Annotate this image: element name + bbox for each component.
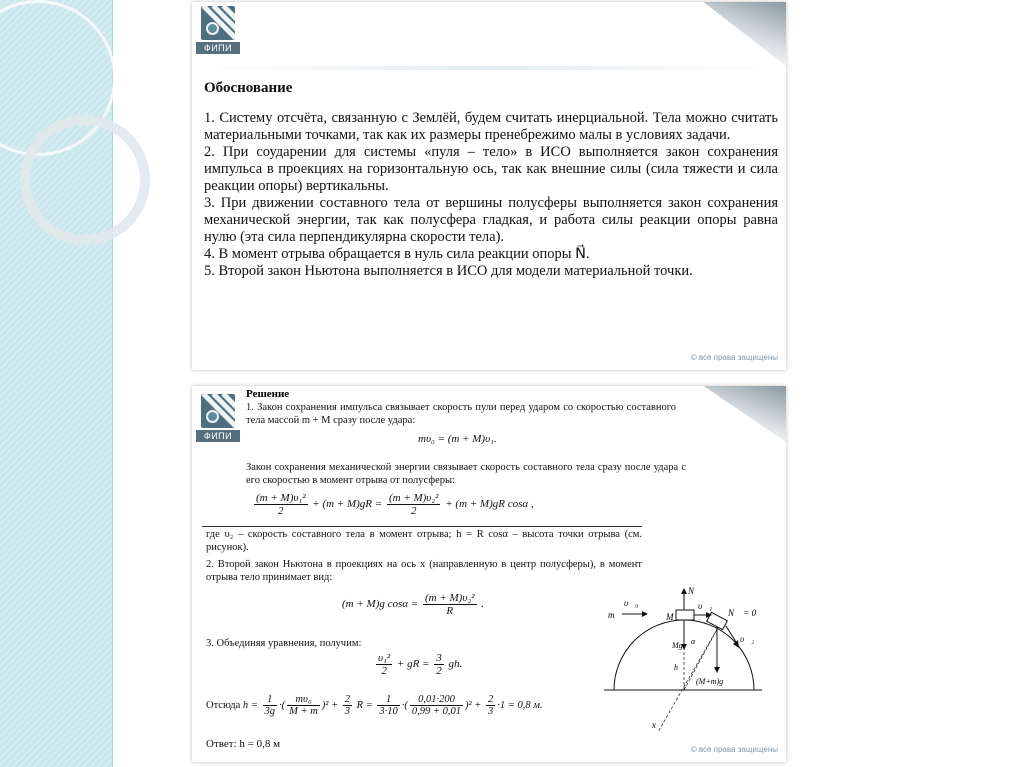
label-Mg: Mg⃗ (672, 641, 689, 650)
equation-momentum: mυ₀ = (m + M)υ₁. (418, 433, 497, 445)
divider (202, 526, 642, 527)
label-h: h (674, 663, 678, 672)
slide-justification (192, 2, 786, 370)
label-Mmg: (M+m)g⃗ (696, 677, 730, 686)
v2-arrow (726, 626, 736, 642)
left-decorative-strip (0, 0, 113, 767)
fipi-logo-icon (201, 6, 235, 40)
paragraph: 4. В момент отрыва обращается в нуль сила реакции опоры N⃗. (204, 246, 590, 262)
fipi-logo-icon (201, 394, 235, 428)
slide-body (204, 110, 778, 280)
paragraph: 2. Второй закон Ньютона в проекциях на ось x (направленную в центр полусферы), в момент отрыва тело принимает вид: (206, 559, 642, 583)
label-v2: υ⃗₂ (740, 634, 755, 644)
label-N: N⃗ (688, 586, 702, 596)
label-M: M (666, 612, 674, 622)
paragraph: 3. При движении составного тела от вершины полусферы выполняется закон сохранения механической энергии, так как полусфера гладкая, и работа силы реакции опоры равна нулю (эта сила перпендикулярна скорости тела). (204, 195, 778, 245)
logo-text: ФИПИ (196, 430, 240, 442)
label-v1: υ⃗₁ (698, 601, 713, 611)
paragraph: Закон сохранения механической энергии связывает скорость составного тела сразу после удара с его скоростью в момент отрыва от полусферы: (246, 462, 686, 486)
header-band (192, 66, 786, 70)
solution-title: Решение (246, 388, 290, 400)
decorative-ring (20, 115, 150, 245)
paragraph: где υ₂ – скорость составного тела в момент отрыва; h = R cosα – высота точки отрыва (см. рисунок). (206, 529, 642, 553)
slide-solution (192, 386, 786, 762)
paragraph: 3. Объединяя уравнения, получим: (206, 638, 362, 649)
label-alpha: α (691, 637, 696, 646)
label-m: m (608, 610, 615, 620)
fipi-logo (196, 394, 240, 442)
answer: Ответ: h = 0,8 м (206, 738, 281, 750)
slide-title: Обоснование (204, 80, 293, 96)
header-decoration (676, 386, 786, 442)
header-decoration (676, 2, 786, 66)
equation-result: Отсюда h = $\frac{1}{3g}$ ·( $\frac{\text{mυ₀}}{M + m}$ )² + $\frac{2}{3}$ R = $\frac{1}{3\cdot 10}$ ·( $\frac{0,01\cdot 200}{0,99 + 0,01}$ )² + $\frac{2}{3}$ ·1 = 0,8 м. (206, 694, 543, 717)
equation-energy: $\frac{\text{(m + M)υ₁²}}{2}$ + (m + M)gR = $\frac{\text{(m + M)υ₂²}}{2}$ + (m + M)gR cosα , (256, 492, 534, 517)
copyright: © все права защищены (690, 745, 778, 754)
paragraph: 1. Закон сохранения импульса связывает скорость пули перед ударом со скоростью составного тела массой m + M сразу после удара: (246, 402, 676, 426)
equation-combined: $\frac{\text{υ₁²}}{2}$ + gR = $\frac{3}{2}$ gh. (378, 652, 463, 677)
hemisphere (604, 620, 762, 690)
label-N0: N⃗ = 0 (728, 608, 757, 618)
paragraph: 2. При соударении для системы «пуля – тело» в ИСО выполняется закон сохранения импульса в проекциях на горизонтальную ось, так как внешние силы (сила тяжести и сила реакции опоры) вертикальны. (204, 144, 778, 194)
label-v0: υ⃗₀ (624, 598, 639, 608)
fipi-logo (196, 6, 240, 54)
copyright: © все права защищены (690, 353, 778, 362)
body-at-top (676, 610, 694, 620)
equation-newton: (m + M)g cosα = $\frac{\text{(m + M)υ₂²}}{R}$ . (342, 592, 484, 617)
paragraph: 5. Второй закон Ньютона выполняется в ИСО для модели материальной точки. (204, 263, 693, 279)
hemisphere-diagram (602, 582, 772, 732)
paragraph: 1. Систему отсчёта, связанную с Землёй, будем считать инерциальной. Тела можно считать материальными точками, так как их размеры пренебрежимо малы в условиях задачи. (204, 110, 778, 143)
logo-text: ФИПИ (196, 42, 240, 54)
label-x: x (652, 720, 656, 730)
